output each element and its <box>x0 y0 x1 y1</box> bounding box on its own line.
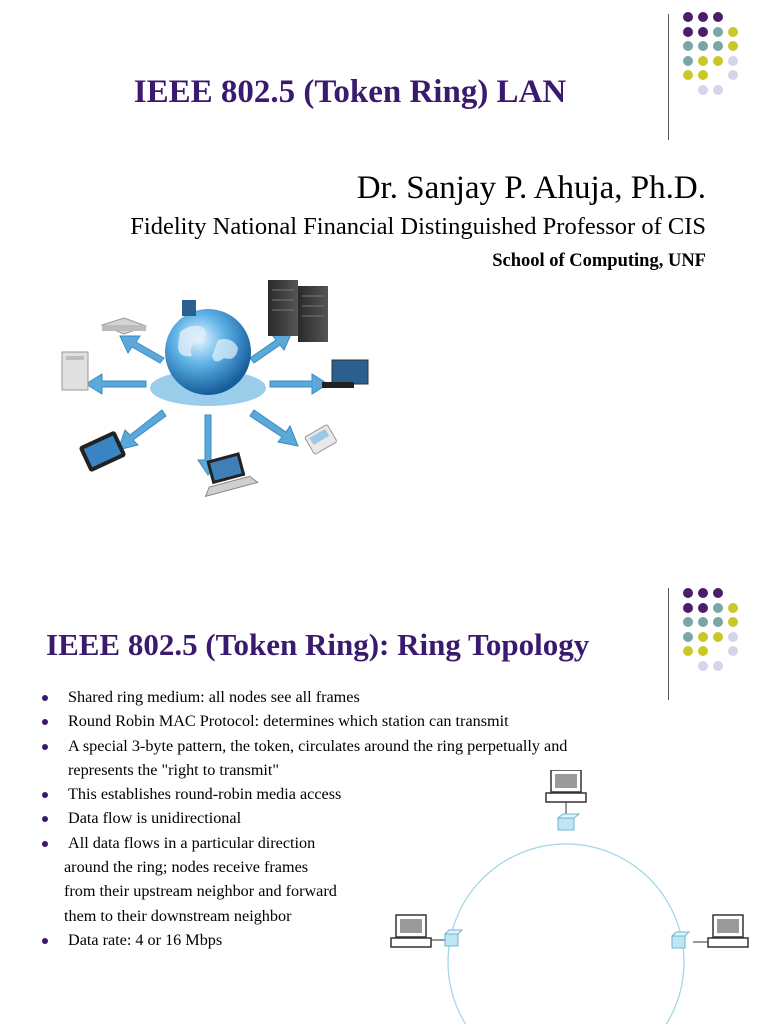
decor-dot <box>698 632 708 642</box>
ring-connector-icon <box>445 930 462 946</box>
computer-terminal-icon <box>546 770 586 818</box>
decor-dot <box>683 56 693 66</box>
decor-dot <box>698 617 708 627</box>
decor-dot <box>728 41 738 51</box>
computer-terminal-icon <box>693 915 748 947</box>
decor-dot <box>698 27 708 37</box>
bullet-text: them to their downstream neighbor <box>64 906 292 925</box>
decor-dot <box>713 12 723 22</box>
ring-topology-diagram <box>388 770 768 1024</box>
network-globe-illustration <box>50 270 380 515</box>
author-role: Fidelity National Financial Distinguished Professor of CIS <box>130 213 706 240</box>
decor-dot <box>683 632 693 642</box>
decor-dot <box>728 27 738 37</box>
decor-dot <box>683 603 693 613</box>
bullet-text: around the ring; nodes receive frames <box>64 858 309 877</box>
bullet-text: Shared ring medium: all nodes see all frames <box>68 688 360 706</box>
decor-dot <box>713 56 723 66</box>
decor-dot <box>683 27 693 37</box>
bullet-dot-icon <box>42 719 48 725</box>
slide-2 <box>0 580 768 1024</box>
decor-dot <box>728 617 738 627</box>
decor-dot <box>728 56 738 66</box>
decor-dot <box>713 85 723 95</box>
decor-dot <box>683 646 693 656</box>
bullet-item <box>40 709 567 733</box>
decor-divider-line <box>668 588 669 700</box>
decor-dot <box>728 632 738 642</box>
slide-title: IEEE 802.5 (Token Ring): Ring Topology <box>46 627 590 662</box>
bullet-dot-icon <box>42 816 48 822</box>
decor-dot <box>683 617 693 627</box>
bullet-text: Data rate: 4 or 16 Mbps <box>68 930 223 949</box>
decor-dot <box>728 70 738 80</box>
decor-dot <box>683 41 693 51</box>
bullet-dot-icon <box>42 744 48 750</box>
bullet-text: All data flows in a particular direction <box>68 833 316 852</box>
decor-dot <box>713 588 723 598</box>
decor-dot <box>713 41 723 51</box>
author-school: School of Computing, UNF <box>492 251 706 271</box>
decor-dot <box>698 12 708 22</box>
bullet-dot-icon <box>42 792 48 798</box>
decor-dot <box>728 646 738 656</box>
ring-connector-icon <box>672 932 689 948</box>
bullet-dot-icon <box>42 695 48 701</box>
ring-medium <box>448 844 684 1024</box>
computer-terminal-icon <box>391 915 446 947</box>
decor-dot <box>713 603 723 613</box>
decor-dot <box>713 661 723 671</box>
decor-dot <box>713 617 723 627</box>
decor-dot <box>698 646 708 656</box>
decor-dot <box>698 588 708 598</box>
bullet-text: from their upstream neighbor and forward <box>64 882 337 901</box>
bullet-text: A special 3-byte pattern, the token, circulates around the ring perpetually and <box>68 736 568 755</box>
decor-dot <box>698 56 708 66</box>
decor-dot <box>683 588 693 598</box>
decor-dot <box>698 41 708 51</box>
slide-title: IEEE 802.5 (Token Ring) LAN <box>133 74 567 110</box>
decor-dot <box>698 603 708 613</box>
author-name: Dr. Sanjay P. Ahuja, Ph.D. <box>356 170 706 206</box>
bullet-text: Round Robin MAC Protocol: determines which station can transmit <box>68 712 509 731</box>
bullet-text: This establishes round-robin media access <box>68 785 342 804</box>
decor-dot <box>713 632 723 642</box>
ring-connector-icon <box>558 814 579 830</box>
decor-dot <box>728 603 738 613</box>
decor-dot <box>713 27 723 37</box>
decor-dot <box>683 12 693 22</box>
bullet-dot-icon <box>42 841 48 847</box>
bullet-text: Data flow is unidirectional <box>68 809 242 828</box>
bullet-item <box>40 685 567 709</box>
decor-dot <box>698 661 708 671</box>
bullet-text: represents the "right to transmit" <box>68 760 280 779</box>
bullet-dot-icon <box>42 938 48 944</box>
